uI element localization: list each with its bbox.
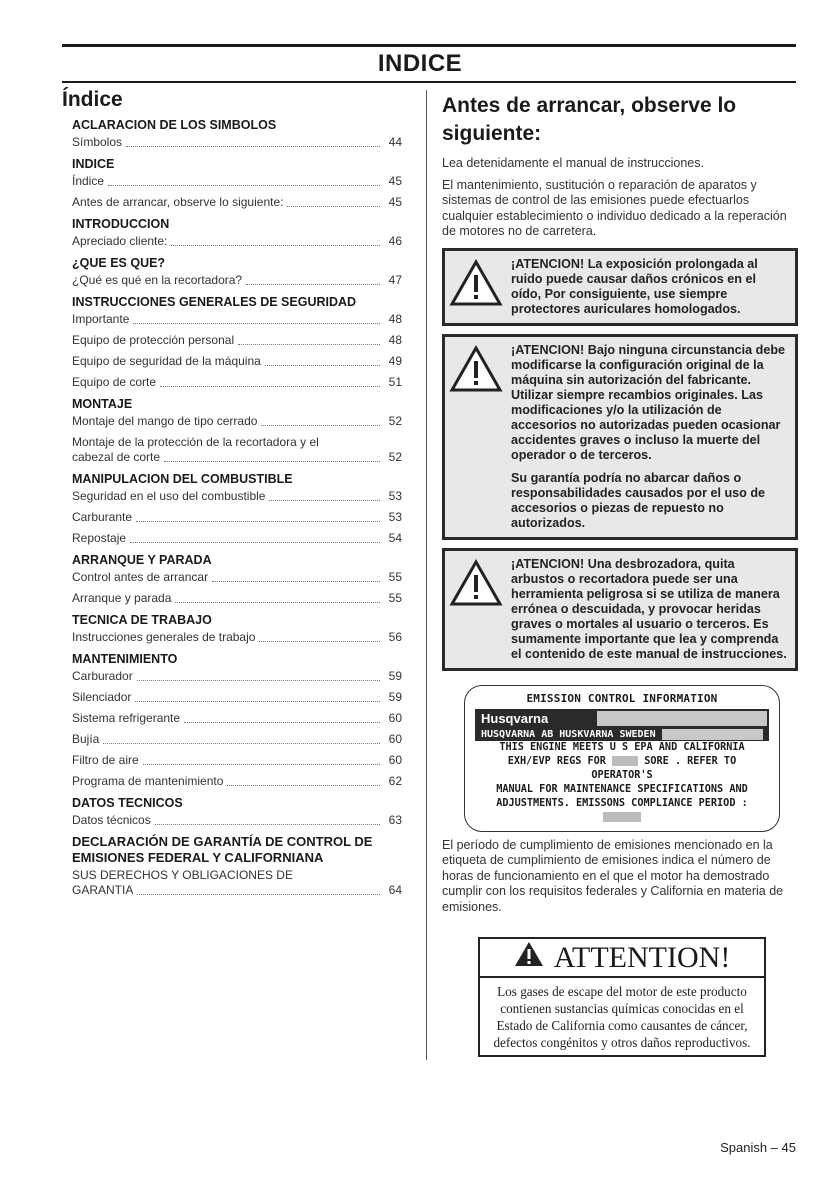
toc-entry-label: Símbolos [72, 135, 123, 149]
toc-leader [164, 461, 380, 462]
toc-leader [287, 206, 380, 207]
warning-box-modification [442, 334, 798, 540]
table-of-contents [62, 88, 402, 904]
toc-entry-page: 63 [388, 813, 402, 827]
toc-leader [261, 425, 380, 426]
toc-leader [269, 500, 380, 501]
toc-entry-page: 56 [388, 630, 402, 644]
toc-entry-page: 54 [388, 531, 402, 545]
toc-entry-page: 60 [388, 711, 402, 725]
toc-section-heading: DATOS TECNICOS [72, 796, 183, 810]
toc-entry-page: 52 [388, 450, 402, 464]
toc-entry-label-line2: cabezal de corte [72, 450, 161, 464]
toc-entry-label: Carburador [72, 669, 133, 683]
emission-line-1: THIS ENGINE MEETS U S EPA AND CALIFORNIA [499, 741, 745, 753]
emission-manufacturer: HUSQVARNA AB HUSKVARNA SWEDEN [481, 728, 656, 740]
toc-entry-label: Programa de mantenimiento [72, 774, 224, 788]
toc-title: Índice [62, 88, 123, 111]
toc-section-heading: INTRODUCCION [72, 217, 170, 231]
toc-entry [72, 774, 402, 789]
toc-entry-label: Seguridad en el uso del combustible [72, 489, 266, 503]
toc-entry-label-line1: SUS DERECHOS Y OBLIGACIONES DE [72, 868, 293, 882]
toc-entry-label: Importante [72, 312, 130, 326]
emission-caption: El período de cumplimiento de emisiones mencionado en la etiqueta de cumplimiento de emisiones indica el número de horas de funcionamiento en el que el motor ha demostrado cumplir con los requisitos federales y California en materia de emisiones. [442, 837, 784, 914]
toc-entry [72, 753, 402, 768]
toc-entry-page: 59 [388, 690, 402, 704]
toc-entry-page: 45 [388, 174, 402, 188]
toc-leader [103, 743, 380, 744]
toc-leader [212, 581, 380, 582]
toc-section-heading: ACLARACION DE LOS SIMBOLOS [72, 118, 277, 132]
toc-entry [72, 354, 402, 369]
toc-entry-label: Sistema refrigerante [72, 711, 181, 725]
toc-entry-label: ¿Qué es qué en la recortadora? [72, 273, 243, 287]
toc-leader [137, 894, 380, 895]
toc-section-heading: MONTAJE [72, 397, 133, 411]
toc-entry [72, 531, 402, 546]
toc-sections [62, 117, 402, 898]
toc-entry-page: 45 [388, 195, 402, 209]
toc-entry-page: 62 [388, 774, 402, 788]
toc-entry-page: 64 [388, 883, 402, 897]
toc-entry-label: Silenciador [72, 690, 132, 704]
toc-entry-page: 55 [388, 591, 402, 605]
warning-modification-text: ¡ATENCION! Bajo ninguna circunstancia debe modificarse la configuración original de la máquina sin autorización del fabricante. Utilizar siempre recambios originales. Las modificaciones y/o la utilización de accesorios no autorizadas pueden ocasionar accidentes graves o incluso la muerte del operador o de terceros. [511, 342, 786, 462]
toc-entry-page: 60 [388, 753, 402, 767]
toc-entry [72, 333, 402, 348]
emission-line-4-text: ADJUSTMENTS. EMISSONS COMPLIANCE PERIOD : [496, 797, 748, 809]
toc-entry-label: Arranque y parada [72, 591, 172, 605]
toc-leader [143, 764, 380, 765]
warning-noise-text: ¡ATENCION! La exposición prolongada al ruido puede causar daños crónicos en el oído, Por consiguiente, use siempre protectores auriculares homologados. [511, 256, 758, 316]
toc-entry [72, 669, 402, 684]
toc-entry-label: Datos técnicos [72, 813, 151, 827]
toc-entry-label: Índice [72, 174, 105, 188]
toc-leader [133, 323, 380, 324]
header-rule-bottom [62, 81, 796, 83]
toc-leader [108, 185, 380, 186]
toc-entry [72, 414, 402, 429]
toc-entry-page: 46 [388, 234, 402, 248]
toc-entry [72, 135, 402, 150]
toc-entry-label: Bujía [72, 732, 100, 746]
toc-entry-label: Instrucciones generales de trabajo [72, 630, 256, 644]
emission-label [464, 685, 780, 832]
toc-entry-label: Antes de arrancar, observe lo siguiente: [72, 195, 284, 209]
emission-manufacturer-bar [475, 728, 769, 741]
warning-box-danger [442, 548, 798, 671]
toc-entry [72, 813, 402, 828]
toc-leader [135, 701, 380, 702]
toc-entry [72, 591, 402, 606]
toc-entry-page: 49 [388, 354, 402, 368]
toc-entry-label: Control antes de arrancar [72, 570, 209, 584]
intro-paragraph: Lea detenidamente el manual de instrucciones. [442, 156, 704, 170]
toc-leader [137, 680, 380, 681]
toc-leader [259, 641, 380, 642]
toc-leader [130, 542, 380, 543]
toc-section-heading: INSTRUCCIONES GENERALES DE SEGURIDAD [72, 295, 357, 309]
maintenance-paragraph: El mantenimiento, sustitución o reparación de aparatos y sistemas de control de las emisiones puede efectuarlos cualquier establecimiento o individuo dedicado a la reperación de motores no de carretera. [442, 177, 787, 238]
attention-triangle-icon [514, 941, 544, 975]
emission-title: EMISSION CONTROL INFORMATION [526, 691, 718, 705]
toc-section-heading: ARRANQUE Y PARADA [72, 553, 212, 567]
toc-entry-row2 [72, 450, 402, 465]
toc-leader [265, 365, 380, 366]
toc-entry-page: 47 [388, 273, 402, 287]
emission-brand-bar [475, 709, 769, 728]
toc-entry [72, 868, 402, 898]
toc-entry-label: Montaje del mango de tipo cerrado [72, 414, 258, 428]
husqvarna-logo: Husqvarna [481, 710, 549, 726]
emission-line-2 [475, 755, 769, 783]
toc-entry-page: 44 [388, 135, 402, 149]
toc-leader [175, 602, 380, 603]
toc-section-heading: ¿QUE ES QUE? [72, 256, 166, 270]
warning-danger-text: ¡ATENCION! Una desbrozadora, quita arbustos o recortadora puede ser una herramienta peligrosa si se utiliza de manera errónea o descuidada, y provocar heridas graves o mortales al usuario o terceros. Es sumamente importante que lea y comprenda el contenido de este manual de instrucciones. [511, 556, 787, 661]
toc-entry [72, 435, 402, 465]
toc-entry [72, 312, 402, 327]
attention-header [480, 939, 764, 978]
emission-line-2b: SORE . REFER TO OPERATOR'S [591, 755, 737, 781]
warning-triangle-icon [449, 343, 511, 531]
toc-section-heading: INDICE [72, 157, 115, 171]
toc-entry-page: 53 [388, 510, 402, 524]
header-rule-top [62, 44, 796, 47]
page-title: INDICE [377, 50, 463, 77]
toc-entry-label: Apreciado cliente: [72, 234, 168, 248]
toc-entry-label-line2: GARANTIA [72, 883, 134, 897]
toc-entry-page: 48 [388, 312, 402, 326]
toc-section-heading: DECLARACIÓN DE GARANTÍA DE CONTROL DE EMISIONES FEDERAL Y CALIFORNIANA [72, 834, 373, 865]
toc-entry [72, 690, 402, 705]
toc-entry-label: Carburante [72, 510, 133, 524]
warning-warranty-text: Su garantía podría no abarcar daños o responsabilidades causados por el uso de accesorios o piezas de repuesto no autorizados. [511, 470, 766, 530]
toc-entry-label: Filtro de aire [72, 753, 139, 767]
toc-leader [126, 146, 380, 147]
toc-entry-label: Repostaje [72, 531, 127, 545]
toc-entry-label: Equipo de corte [72, 375, 157, 389]
toc-entry-page: 53 [388, 489, 402, 503]
toc-entry-page: 48 [388, 333, 402, 347]
toc-section-heading: MANIPULACION DEL COMBUSTIBLE [72, 472, 293, 486]
attention-title: ATTENTION! [553, 941, 731, 974]
toc-leader [184, 722, 380, 723]
toc-entry-label-line1: Montaje de la protección de la recortadora y el [72, 435, 319, 449]
toc-entry-page: 59 [388, 669, 402, 683]
page-number: Spanish – 45 [720, 1140, 796, 1155]
toc-entry-label: Equipo de protección personal [72, 333, 235, 347]
toc-leader [246, 284, 380, 285]
attention-box [478, 937, 766, 1057]
toc-leader [160, 386, 380, 387]
warning-triangle-icon [449, 557, 511, 662]
toc-leader [155, 824, 380, 825]
toc-section-heading: MANTENIMIENTO [72, 652, 178, 666]
toc-entry [72, 375, 402, 390]
column-divider [426, 90, 427, 1060]
toc-leader [171, 245, 380, 246]
toc-leader [238, 344, 380, 345]
toc-entry-page: 55 [388, 570, 402, 584]
toc-entry [72, 732, 402, 747]
attention-body: Los gases de escape del motor de este producto contienen sustancias químicas conocidas en el Estado de California como causantes de cáncer, defectos congénitos y otros daños reproductivos. [493, 984, 751, 1050]
toc-entry [72, 489, 402, 504]
emission-line-2a: EXH/EVP REGS FOR [507, 755, 606, 767]
toc-entry [72, 273, 402, 288]
toc-entry [72, 570, 402, 585]
warning-box-noise [442, 248, 798, 326]
toc-section-heading: TECNICA DE TRABAJO [72, 613, 212, 627]
toc-leader [227, 785, 380, 786]
section-title: Antes de arrancar, observe lo siguiente: [442, 94, 737, 145]
toc-entry-page: 51 [388, 375, 402, 389]
emission-line-3: MANUAL FOR MAINTENANCE SPECIFICATIONS AND [496, 783, 748, 795]
toc-entry [72, 195, 402, 210]
toc-entry-page: 52 [388, 414, 402, 428]
toc-entry [72, 630, 402, 645]
warning-triangle-icon [449, 257, 511, 317]
toc-entry [72, 510, 402, 525]
toc-entry [72, 174, 402, 189]
toc-entry-page: 60 [388, 732, 402, 746]
right-column [442, 92, 798, 1057]
emission-line-4 [475, 797, 769, 825]
toc-entry [72, 711, 402, 726]
toc-leader [136, 521, 380, 522]
toc-entry-row2 [72, 883, 402, 898]
toc-entry-label: Equipo de seguridad de la máquina [72, 354, 261, 368]
toc-entry [72, 234, 402, 249]
